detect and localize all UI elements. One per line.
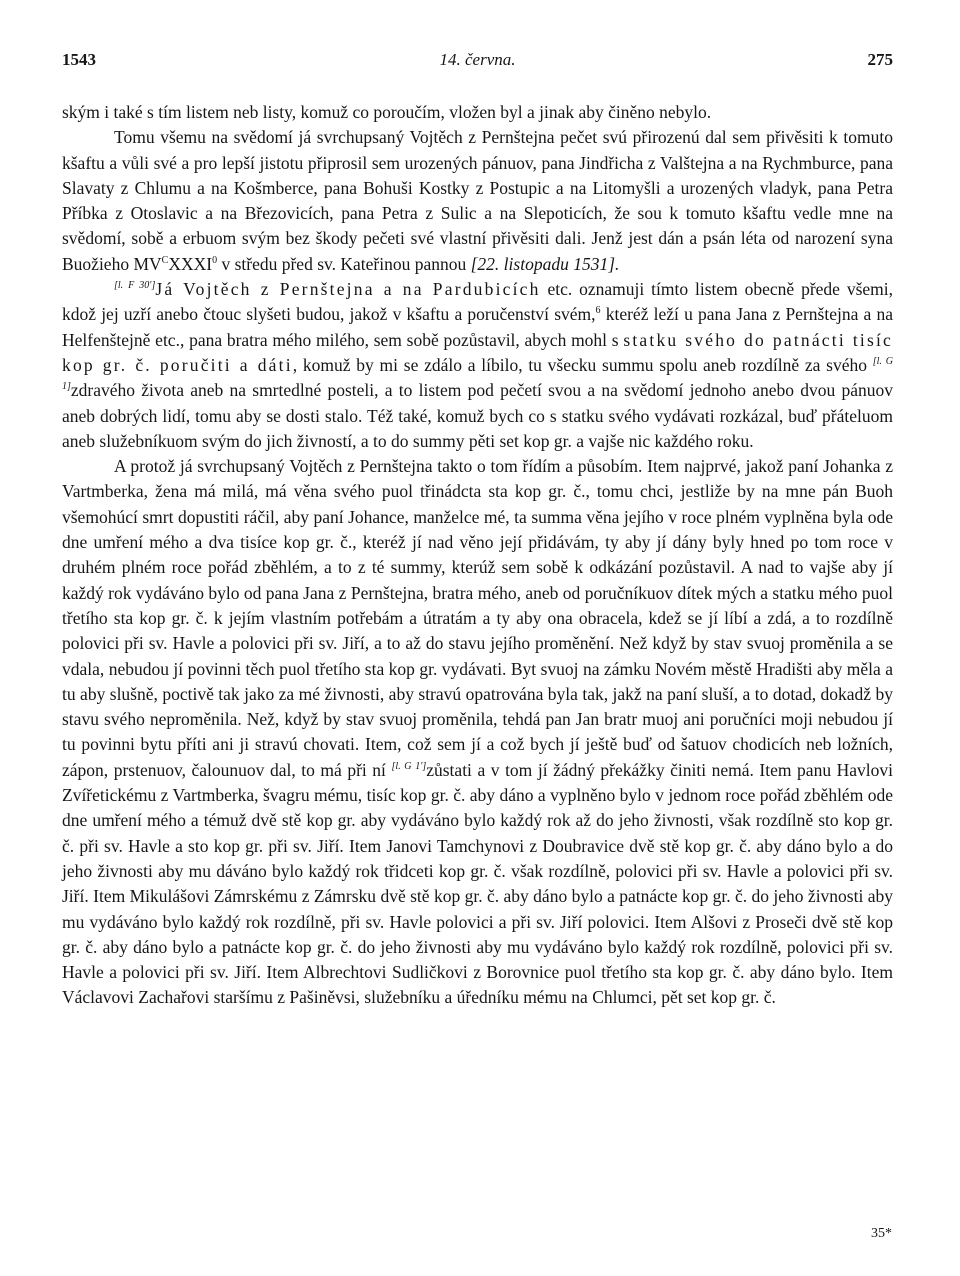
- paragraph-3-text-3: , komuž by mi se zdálo a líbilo, tu všecku summu spolu aneb rozdílně za svého: [292, 354, 873, 375]
- spaced-name: Já Vojtěch z Pernštejna a na Pardubicích: [155, 279, 541, 300]
- signature-mark: 35*: [871, 1226, 892, 1241]
- folio-marker-1: [l. F 30']: [114, 280, 156, 292]
- paragraph-2: [62, 125, 893, 277]
- page-number: 275: [867, 50, 893, 69]
- paragraph-4-text-1: A protož já svrchupsaný Vojtěch z Pernštejna takto o tom řídím a působím. Item najprvé, jakož paní Johanka z Vartmberka, žena má milá, má věna svého puol třinádcta sta kop gr. č., tomu chci, jestliže by na mne pán Buoh všemohúcí smrt dopustiti ráčil, aby paní Johance, manželce mé, ta summa věna jejího v roce plném vyplněna byla ode dne umření mého a dva tisíce kop gr. č., kteréž jí nad věno její přidávám, ty aby jí dány byly hned po tom roce v druhém plném roce pořád zběhlém, a to z té summy, kterúž sem sobě k odkázání pozůstavil. A nad to vajše aby jí každý rok vydáváno bylo od pana Jana z Pernštejna, bratra mého, aneb od poručníkuov dítek mých a statku mého puol třetího sta kop gr. č. k jejím vlastním potřebám a útratám a ty aby ona obracela, kdež se jí líbí a zdá, a to rozdílně polovici při sv. Havle a polovici při sv. Jiří, a to až do stavu jejího proměnění. Než když by stav svuoj proměnila a se vdala, nebudou jí povinni těch puol třetího sta kop gr. vydávati. Byt svuoj na zámku Novém městě Hradišti aby měla a tu aby slušně, poctivě tak jako za mé živnosti, aby stravú opatrována byla tak, jakž na paní sluší, a to dotad, dokadž by stavu svého neproměnila. Než, když by stav svuoj proměnila, tehdá pan Jan bratr muoj ani poručníci moji nebudou jí tu povinni bytu příti ani ji stravú chovati. Item, což sem jí a což bych jí ještě buď od šatuov chodicích neb ložních, zápon, prstenuov, čalounuov dal, to má při ní: [62, 456, 893, 780]
- header-year: 1543: [62, 50, 96, 69]
- paragraph-3-text-1: etc. oznamuji tímto listem obecně přede všemi, kdož jej uzří anebo čtouc slyšeti budou, jakož v kšaftu a poručenství svém,: [62, 279, 893, 325]
- paragraph-1-text: ským i také s tím listem neb listy, komuž co poroučím, vložen byl a jinak aby činěno nebylo.: [62, 102, 712, 122]
- footnote-reference: 6: [595, 305, 601, 317]
- superscript-o: 0: [212, 254, 218, 266]
- paragraph-3: [62, 277, 893, 454]
- paragraph-4-text-2: zůstati a v tom jí žádný překážky činiti nemá. Item panu Havlovi Zvířetickému z Vartmberka, švagru mému, tisíc kop gr. č. aby dáno a vyplněno bylo v jednom roce pořád zběhlém ode dne umření mého a témuž dvě stě kop gr. aby vydáváno bylo každý rok až do jeho živnosti, však rozdílně sto kop gr. č. při sv. Havle a sto kop gr. při sv. Jiří. Item Janovi Tamchynovi z Doubravice dvě stě kop gr. č. aby dáno bylo a do jeho živnosti aby mu dáváno bylo každý rok třidceti kop gr. č. však rozdílně, polovici při sv. Havle a polovici při sv. Jiří. Item Mikulášovi Zámrskému z Zámrsku dvě stě kop gr. č. aby dáno bylo a patnácte kop gr. č. do jeho živnosti aby mu vydáváno bylo každý rok rozdílně, při sv. Havle polovici a při sv. Jiří polovici. Item Alšovi z Proseči dvě stě kop gr. č. aby dáno bylo a patnácte kop gr. č. do jeho živnosti aby mu vydáváno bylo každý rok rozdílně, polovici při sv. Havle a polovici při sv. Jiří. Item Albrechtovi Sudličkovi z Borovnice puol třetího sta kop gr. č. aby dáno bylo. Item Václavovi Zachařovi staršímu z Pašiněvsi, služebníku a úředníku mému na Chlumci, pět set kop gr. č.: [62, 759, 893, 1008]
- header-date: 14. června.: [439, 50, 516, 69]
- paragraph-2-text-2: XXXI: [168, 253, 213, 274]
- paragraph-4: [62, 454, 893, 1011]
- body-text: [62, 100, 893, 1011]
- running-header: [62, 50, 893, 76]
- editorial-date-note: [22. listopadu 1531].: [470, 253, 620, 274]
- folio-marker-3: [l. G 1']: [391, 760, 427, 772]
- paragraph-3-text-2: kteréž leží u pana Jana z Pernštejna a na Helfenštejně etc., pana bratra mého milého, sem sobě pozůstavil, abych mohl s: [62, 304, 893, 350]
- paragraph-1: [62, 100, 893, 125]
- paragraph-2-text-1: Tomu všemu na svědomí já svrchupsaný Vojtěch z Pernštejna pečet svú přirozenú dal sem přivěsiti k tomuto kšaftu a vůli své a pro lepší jistotu připrosil sem urozených pánuov, pana Jindřicha z Valštejna a na Rychmburce, pana Slavaty z Chlumu a na Košmberce, pana Bohuši Kostky z Postupic a na Litomyšli a urozených vladyk, pana Petra Příbka z Otoslavic a na Březovicích, pana Petra z Sulic a na Slepoticích, že sou k tomuto kšaftu vedle mne na svědomí, sobě a erbuom svým bez škody pečeti své vlastní přivěsiti dali. Jenž jest dán a psán léta od narození syna Buožieho MV: [62, 127, 893, 274]
- superscript-c: C: [161, 254, 169, 266]
- paragraph-2-text-3: v středu před sv. Kateřinou pannou: [217, 253, 471, 274]
- folio-marker-2: [l. G 1]: [62, 355, 893, 393]
- paragraph-3-text-4: zdravého života aneb na smrtedlné posteli, a to listem pod pečetí svou a na svědomí jednoho anebo dvou pánuov aneb dobrých lidí, tomu aby se dosti stalo. Též také, komuž bych co s statku svého vydávati rozkázal, buď přáteluom aneb služebníkuom svým do jich živností, a to do summy pěti set kop gr. a vajše nic každého roku.: [62, 380, 893, 451]
- spaced-phrase: statku svého do patnácti tisíc kop gr. č. poručiti a dáti: [62, 329, 893, 375]
